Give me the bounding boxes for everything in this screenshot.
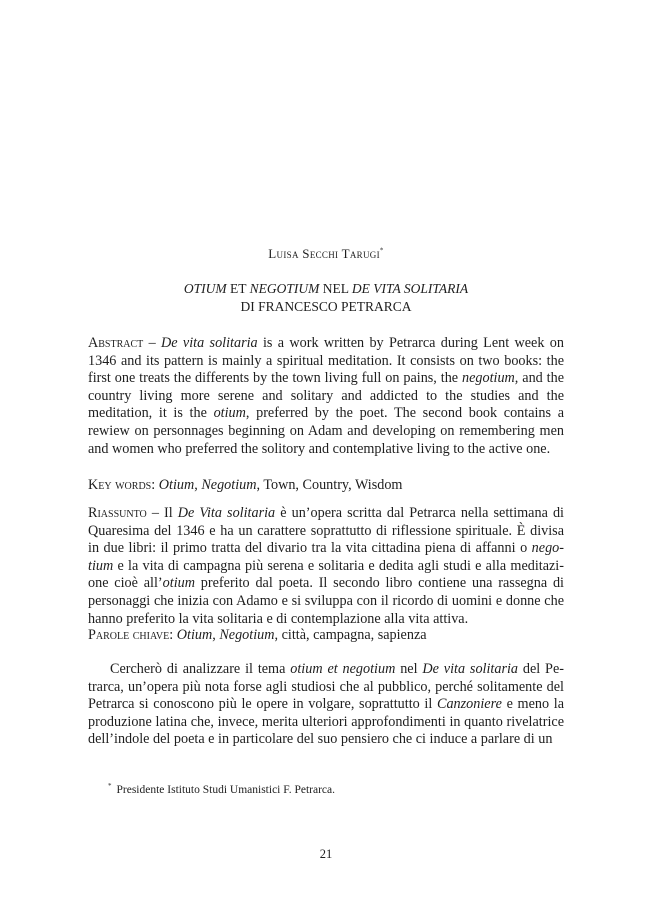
- body-text: Canzoniere: [437, 696, 502, 713]
- title-de-vita: DE VITA SOLITARIA: [351, 281, 469, 296]
- body-text: e meno la produzione latina che, invece, merita ulteriori approfondimenti in quanto rivelatrice dell’indole del poeta e in particolare del suo pensiero che ci induce a parlare di un: [88, 696, 564, 748]
- riassunto-text: preferito dal poeta. Il secondo libro contiene una rassegna di personaggi che inizia con Adamo e si sviluppa con il ricordo di uomini e donne che hanno preferito la vita solitaria e di contemplazione alla vita attiva.: [88, 575, 564, 627]
- abstract-text: De vita solitaria: [161, 335, 258, 351]
- riassunto-text: negotium: [88, 540, 564, 574]
- keywords-colon: :: [151, 477, 159, 493]
- keywords-label: Key words: [88, 477, 152, 493]
- title-nel: NEL: [319, 281, 352, 296]
- body-text: De vita solitaria: [422, 661, 519, 677]
- keyword-separator: ,: [194, 477, 202, 493]
- abstract-paragraph: [88, 335, 564, 458]
- abstract-text: , preferred by the poet. The second book contains a rewiew on personnages beginning on Adam and developing on remembering men and women who preferred the solitory and contemplative living to the active one.: [88, 405, 565, 457]
- riassunto-text: De Vita solitaria: [177, 505, 276, 521]
- author-name: [88, 246, 564, 262]
- riassunto-text: e la vita di campagna più serena e solitaria e dedita agli studi e alla meditazione cioè all’: [88, 557, 564, 592]
- abstract-text: is a work written by Petrarca during Lent week on 1346 and its pattern is mainly a spiritual meditation. It consists on two books: the first one treats the differents by the town living full on pains, the: [88, 335, 564, 387]
- body-paragraph: [88, 661, 564, 749]
- body-text: nel: [395, 661, 423, 677]
- body-text: otium et negotium: [290, 661, 396, 677]
- page-number: 21: [319, 847, 333, 861]
- title-et: ET: [226, 281, 250, 296]
- riassunto-label: Riassunto: [88, 505, 147, 521]
- riassunto-text: – Il: [146, 505, 178, 521]
- title-otium: OTIUM: [183, 281, 227, 296]
- title-line-1: [88, 280, 564, 298]
- abstract-text: negotium,: [462, 370, 519, 387]
- parola-chiave: , città, campagna, sapienza: [274, 627, 427, 643]
- parola-separator: ,: [212, 627, 220, 643]
- body-text: Cercherò di analizzare il tema: [110, 661, 291, 677]
- parola-chiave: Otium: [176, 627, 213, 643]
- title-line-2: DI FRANCESCO PETRARCA: [240, 299, 412, 314]
- parole-chiave-line: [88, 627, 564, 645]
- parole-colon: :: [169, 627, 177, 643]
- abstract-label: Abstract: [88, 335, 144, 351]
- parole-chiave-label: Parole chiave: [88, 627, 170, 643]
- riassunto-text: otium: [162, 575, 195, 592]
- body-text: del Petrarca, un’opera più nota forse agli studiosi che al pubblico, perché solitamente del Petrarca si conoscono più le opere in volgare, soprattutto il: [88, 661, 564, 713]
- abstract-dash: –: [143, 335, 162, 351]
- keyword: , Town, Country, Wisdom: [256, 477, 403, 493]
- riassunto-paragraph: [88, 505, 564, 628]
- keywords-line: [88, 477, 564, 495]
- article-title: [88, 280, 564, 316]
- parola-chiave: Negotium: [219, 627, 275, 643]
- footnote-text: Presidente Istituto Studi Umanistici F. Petrarca.: [116, 783, 336, 796]
- footnote: [108, 782, 564, 796]
- keyword: Otium: [158, 477, 195, 493]
- author-footnote-mark: *: [379, 246, 384, 255]
- abstract-text: and the country living more serene and solitary and addicted to the studies and the meditation, it is the: [88, 370, 564, 422]
- riassunto-text: è un’opera scritta dal Petrarca nella settimana di Quaresima del 1346 e ha un carattere soprattutto di riflessione spirituale. È divisa in due libri: il primo tratta del divario tra la vita cittadina piena di affanni o: [88, 505, 564, 557]
- title-negotium: NEGOTIUM: [249, 281, 320, 296]
- footnote-mark: *: [108, 782, 112, 790]
- abstract-text: otium: [213, 405, 246, 422]
- author-name-text: Luisa Secchi Tarugi: [268, 246, 380, 261]
- keyword: Negotium: [201, 477, 257, 493]
